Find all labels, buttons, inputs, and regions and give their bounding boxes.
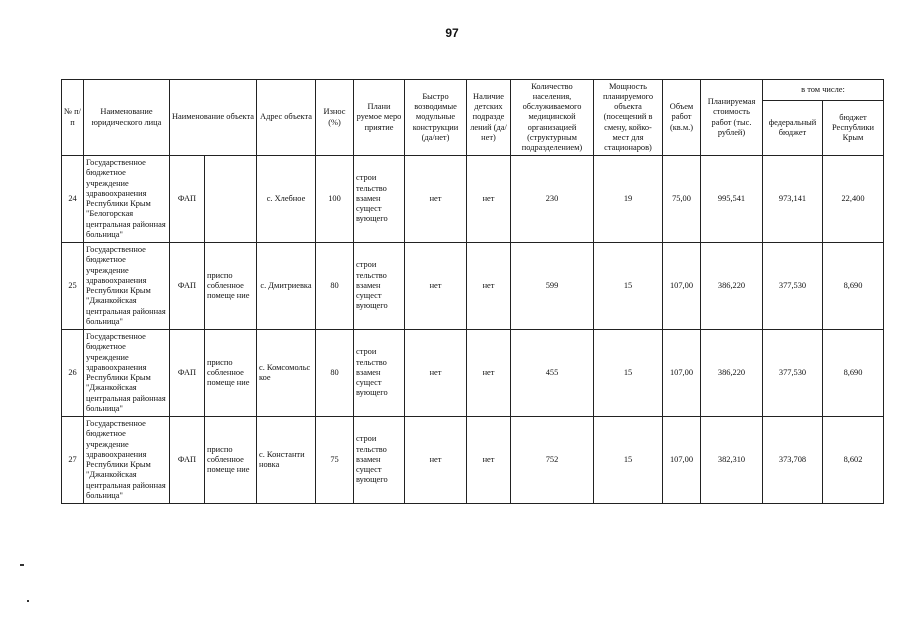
cell-entity: Государственное бюджетное учреждение здравоохранения Республики Крым "Джанкойская центральная районная больница" xyxy=(84,330,170,417)
header-capacity: Мощность планируемого объекта (посещений в смену, койко-мест для стационаров) xyxy=(594,80,663,156)
cell-federal: 373,708 xyxy=(763,417,823,504)
cell-capacity: 15 xyxy=(594,243,663,330)
cell-address: с. Дмитриевка xyxy=(257,243,316,330)
cell-population: 230 xyxy=(511,156,594,243)
cell-regional: 22,400 xyxy=(823,156,884,243)
cell-entity: Государственное бюджетное учреждение здравоохранения Республики Крым "Джанкойская центральная районная больница" xyxy=(84,243,170,330)
cell-entity: Государственное бюджетное учреждение здравоохранения Республики Крым "Белогорская центральная районная больница" xyxy=(84,156,170,243)
cell-capacity: 19 xyxy=(594,156,663,243)
cell-type: ФАП xyxy=(170,243,205,330)
cell-cost: 382,310 xyxy=(701,417,763,504)
cell-cost: 386,220 xyxy=(701,243,763,330)
cell-wear: 75 xyxy=(316,417,354,504)
cell-capacity: 15 xyxy=(594,330,663,417)
facilities-table xyxy=(61,79,884,504)
cell-type: ФАП xyxy=(170,330,205,417)
cell-cost: 995,541 xyxy=(701,156,763,243)
header-modular: Быстро возводимые модульные конструкции (да/нет) xyxy=(405,80,467,156)
header-row-1 xyxy=(62,80,884,101)
cell-measure: строи тельство взамен сущест вующего xyxy=(354,330,405,417)
cell-children: нет xyxy=(467,243,511,330)
cell-type: ФАП xyxy=(170,156,205,243)
cell-federal: 973,141 xyxy=(763,156,823,243)
cell-num: 25 xyxy=(62,243,84,330)
cell-modular: нет xyxy=(405,417,467,504)
table-row xyxy=(62,417,884,504)
cell-regional: 8,690 xyxy=(823,330,884,417)
cell-volume: 107,00 xyxy=(663,417,701,504)
header-volume: Объем работ (кв.м.) xyxy=(663,80,701,156)
header-regional: бюджет Республики Крым xyxy=(823,101,884,156)
cell-measure: строи тельство взамен сущест вующего xyxy=(354,243,405,330)
cell-volume: 75,00 xyxy=(663,156,701,243)
scan-speck xyxy=(27,600,29,602)
cell-entity: Государственное бюджетное учреждение здравоохранения Республики Крым "Джанкойская центральная районная больница" xyxy=(84,417,170,504)
cell-type: ФАП xyxy=(170,417,205,504)
cell-address: с. Хлебное xyxy=(257,156,316,243)
cell-subtype: приспо собленное помеще ние xyxy=(205,243,257,330)
header-children: Наличие детских подразде лений (да/нет) xyxy=(467,80,511,156)
scan-speck xyxy=(20,564,24,566)
cell-cost: 386,220 xyxy=(701,330,763,417)
cell-population: 599 xyxy=(511,243,594,330)
header-legal-entity: Наименование юридического лица xyxy=(84,80,170,156)
cell-federal: 377,530 xyxy=(763,330,823,417)
cell-volume: 107,00 xyxy=(663,330,701,417)
cell-subtype xyxy=(205,156,257,243)
cell-children: нет xyxy=(467,330,511,417)
cell-regional: 8,602 xyxy=(823,417,884,504)
header-address: Адрес объекта xyxy=(257,80,316,156)
cell-children: нет xyxy=(467,417,511,504)
cell-subtype: приспо собленное помеще ние xyxy=(205,417,257,504)
cell-capacity: 15 xyxy=(594,417,663,504)
cell-federal: 377,530 xyxy=(763,243,823,330)
page-number: 97 xyxy=(445,26,459,40)
header-including: в том числе: xyxy=(763,80,884,101)
cell-wear: 100 xyxy=(316,156,354,243)
cell-population: 455 xyxy=(511,330,594,417)
header-object-name: Наименование объекта xyxy=(170,80,257,156)
cell-children: нет xyxy=(467,156,511,243)
cell-modular: нет xyxy=(405,330,467,417)
header-cost: Планируемая стоимость работ (тыс. рублей) xyxy=(701,80,763,156)
header-federal: федеральный бюджет xyxy=(763,101,823,156)
header-num: № п/п xyxy=(62,80,84,156)
table-row xyxy=(62,330,884,417)
table-row xyxy=(62,243,884,330)
cell-wear: 80 xyxy=(316,330,354,417)
cell-num: 24 xyxy=(62,156,84,243)
cell-population: 752 xyxy=(511,417,594,504)
cell-modular: нет xyxy=(405,156,467,243)
header-measure: Плани руемое меро приятие xyxy=(354,80,405,156)
cell-modular: нет xyxy=(405,243,467,330)
table-row xyxy=(62,156,884,243)
header-wear: Износ (%) xyxy=(316,80,354,156)
cell-subtype: приспо собленное помеще ние xyxy=(205,330,257,417)
cell-address: с. Константи новка xyxy=(257,417,316,504)
header-population: Количество населения, обслуживаемого медицинской организацией (структурным подразделением) xyxy=(511,80,594,156)
cell-num: 27 xyxy=(62,417,84,504)
cell-measure: строи тельство взамен сущест вующего xyxy=(354,417,405,504)
cell-num: 26 xyxy=(62,330,84,417)
cell-measure: строи тельство взамен сущест вующего xyxy=(354,156,405,243)
cell-regional: 8,690 xyxy=(823,243,884,330)
cell-address: с. Комсомольс кое xyxy=(257,330,316,417)
cell-wear: 80 xyxy=(316,243,354,330)
cell-volume: 107,00 xyxy=(663,243,701,330)
